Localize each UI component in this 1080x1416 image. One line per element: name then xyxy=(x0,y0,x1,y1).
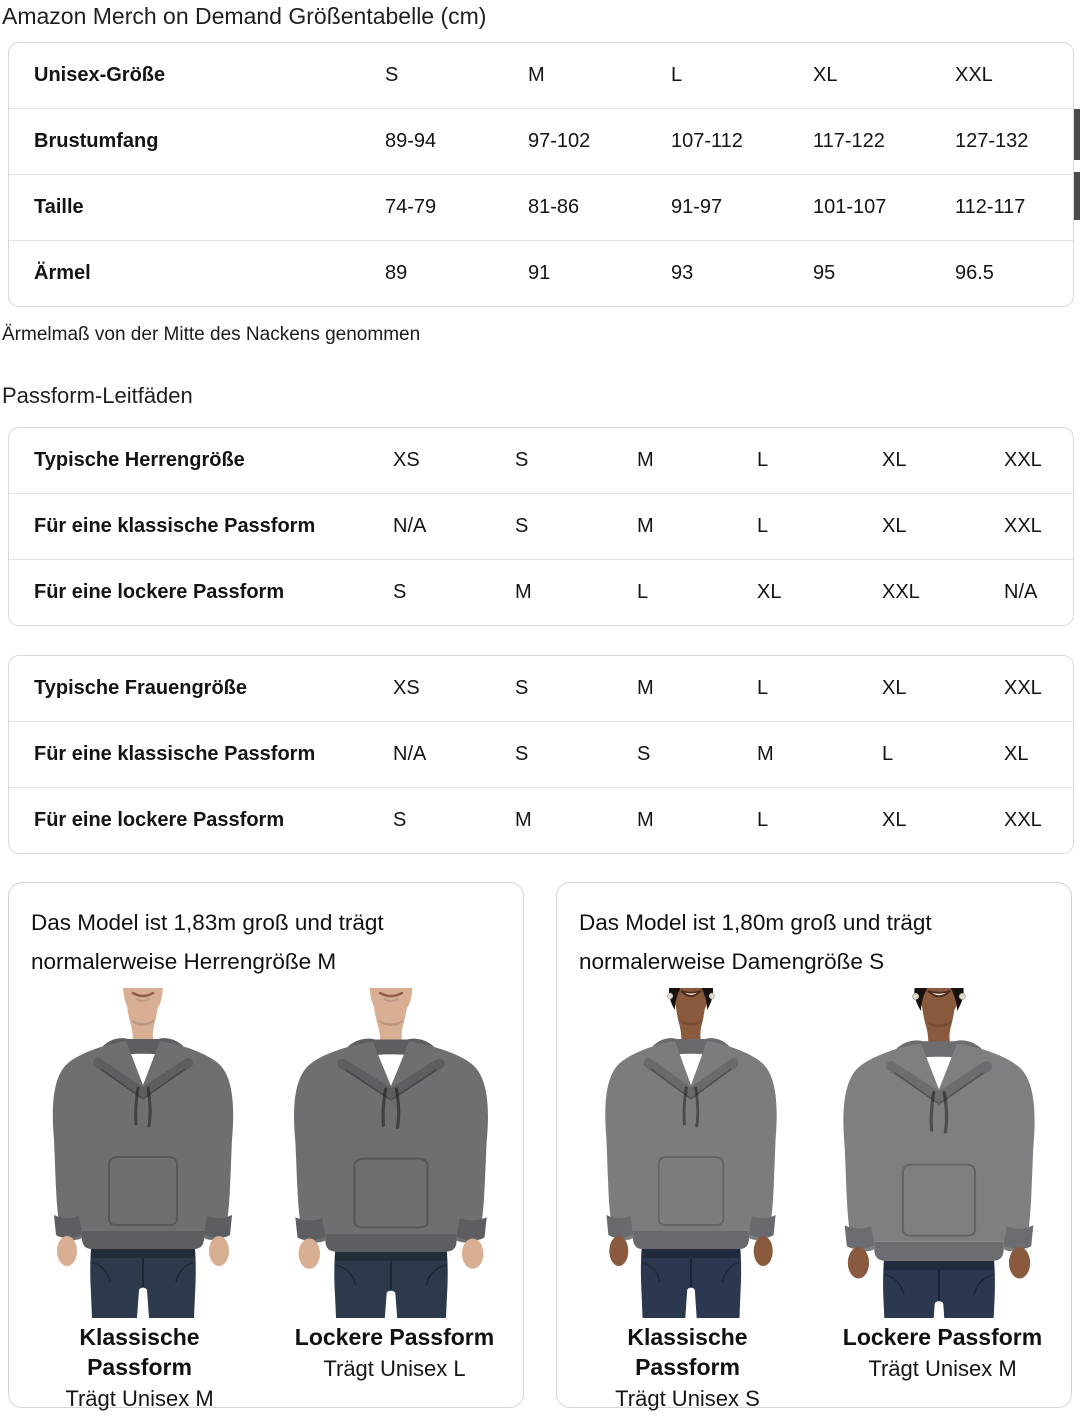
value-cell: L xyxy=(753,428,878,494)
value-cell: S xyxy=(511,494,633,560)
value-cell: M xyxy=(637,809,654,831)
table-row xyxy=(9,560,1073,625)
row-label-cell: Für eine lockere Passform xyxy=(34,809,285,831)
value-cell: M xyxy=(515,581,532,603)
value-cell: XXL xyxy=(1000,494,1073,560)
fit-table-men xyxy=(8,427,1074,626)
value-cell: L xyxy=(667,43,809,109)
fit-guides-heading: Passform-Leitfäden xyxy=(2,383,193,408)
value-cell: L xyxy=(753,494,878,560)
model-caption xyxy=(834,1322,1051,1416)
value-cell: M xyxy=(515,809,532,831)
value-cell: XL xyxy=(878,428,1000,494)
value-cell: 89 xyxy=(385,262,408,284)
value-cell: S xyxy=(393,809,407,831)
model-photo-men-classic-fit xyxy=(38,988,248,1318)
value-cell: S xyxy=(381,43,524,109)
scrollbar-thumb-segment[interactable] xyxy=(1074,172,1080,220)
model-cards-row xyxy=(8,882,1072,1411)
fit-label: Klassische Passform xyxy=(627,1324,748,1380)
value-cell: M xyxy=(633,428,753,494)
row-label-cell: Taille xyxy=(9,175,381,241)
value-cell: 107-112 xyxy=(667,109,809,175)
value-cell: L xyxy=(757,809,769,831)
value-cell: 81-86 xyxy=(524,175,667,241)
value-cell: 93 xyxy=(671,262,694,284)
unisex-size-table xyxy=(8,42,1074,307)
value-cell: S xyxy=(511,722,633,788)
value-cell: 127-132 xyxy=(951,109,1073,175)
fit-label: Klassische Passform xyxy=(79,1324,200,1380)
model-photo-men-loose-fit xyxy=(286,988,496,1318)
value-cell: L xyxy=(753,656,878,722)
models-row xyxy=(579,988,1051,1318)
value-cell: L xyxy=(637,581,649,603)
models-row xyxy=(31,988,503,1318)
value-cell: M xyxy=(753,722,878,788)
model-caption xyxy=(31,1322,248,1416)
fit-table-women xyxy=(8,655,1074,854)
row-label-cell: Typische Frauengröße xyxy=(9,656,389,722)
value-cell: M xyxy=(633,656,753,722)
card-description: Das Model ist 1,83m groß und trägt normalerweise Herrengröße M xyxy=(31,910,384,974)
value-cell: XL xyxy=(882,809,907,831)
value-cell: S xyxy=(393,581,407,603)
value-cell: 117-122 xyxy=(809,109,951,175)
value-cell: 91 xyxy=(528,262,551,284)
page-title: Amazon Merch on Demand Größentabelle (cm) xyxy=(2,3,487,29)
size-label: Trägt Unisex S xyxy=(615,1386,760,1411)
value-cell: XS xyxy=(389,428,511,494)
sleeve-measurement-note: Ärmelmaß von der Mitte des Nackens genommen xyxy=(2,324,421,345)
value-cell: XXL xyxy=(1004,809,1042,831)
value-cell: L xyxy=(878,722,1000,788)
row-label-cell: Für eine lockere Passform xyxy=(34,581,285,603)
table-row xyxy=(9,43,1073,109)
table-row xyxy=(9,494,1073,560)
value-cell: XL xyxy=(809,43,951,109)
value-cell: N/A xyxy=(389,494,511,560)
row-label-cell: Für eine klassische Passform xyxy=(9,722,389,788)
table-row xyxy=(9,109,1073,175)
fit-label: Lockere Passform xyxy=(294,1324,495,1350)
table-row xyxy=(9,788,1073,853)
fit-label: Lockere Passform xyxy=(842,1324,1043,1350)
value-cell: S xyxy=(511,428,633,494)
value-cell: XXL xyxy=(882,581,920,603)
size-label: Trägt Unisex M xyxy=(868,1356,1017,1381)
row-label-cell: Ärmel xyxy=(34,262,91,284)
table-row xyxy=(9,241,1073,306)
size-label: Trägt Unisex M xyxy=(65,1386,214,1411)
row-label-cell: Typische Herrengröße xyxy=(9,428,389,494)
model-card-men xyxy=(8,882,524,1411)
card-description: Das Model ist 1,80m groß und trägt normalerweise Damengröße S xyxy=(579,910,932,974)
value-cell: 101-107 xyxy=(809,175,951,241)
value-cell: 112-117 xyxy=(951,175,1073,241)
model-photo-women-classic-fit xyxy=(586,988,796,1318)
value-cell: 74-79 xyxy=(381,175,524,241)
value-cell: N/A xyxy=(1004,581,1038,603)
value-cell: 96.5 xyxy=(955,262,994,284)
captions-row xyxy=(579,1322,1051,1416)
value-cell: XL xyxy=(878,494,1000,560)
model-caption xyxy=(579,1322,796,1416)
value-cell: 97-102 xyxy=(524,109,667,175)
model-card-women xyxy=(556,882,1072,1411)
captions-row xyxy=(31,1322,503,1416)
value-cell: 89-94 xyxy=(381,109,524,175)
table-row xyxy=(9,722,1073,788)
value-cell: XL xyxy=(878,656,1000,722)
row-label-cell: Für eine klassische Passform xyxy=(9,494,389,560)
value-cell: XL xyxy=(757,581,782,603)
row-label-cell: Unisex-Größe xyxy=(9,43,381,109)
table-row xyxy=(9,175,1073,241)
value-cell: XXL xyxy=(951,43,1073,109)
size-label: Trägt Unisex L xyxy=(323,1356,466,1381)
value-cell: XS xyxy=(389,656,511,722)
value-cell: M xyxy=(633,494,753,560)
value-cell: N/A xyxy=(389,722,511,788)
value-cell: XXL xyxy=(1000,656,1073,722)
value-cell: S xyxy=(511,656,633,722)
table-row xyxy=(9,428,1073,494)
value-cell: XXL xyxy=(1000,428,1073,494)
model-photo-women-loose-fit xyxy=(834,988,1044,1318)
model-caption xyxy=(286,1322,503,1416)
value-cell: 95 xyxy=(813,262,836,284)
value-cell: M xyxy=(524,43,667,109)
scrollbar-thumb-segment[interactable] xyxy=(1074,109,1080,160)
row-label-cell: Brustumfang xyxy=(9,109,381,175)
table-row xyxy=(9,656,1073,722)
value-cell: S xyxy=(633,722,753,788)
value-cell: XL xyxy=(1000,722,1073,788)
value-cell: 91-97 xyxy=(667,175,809,241)
